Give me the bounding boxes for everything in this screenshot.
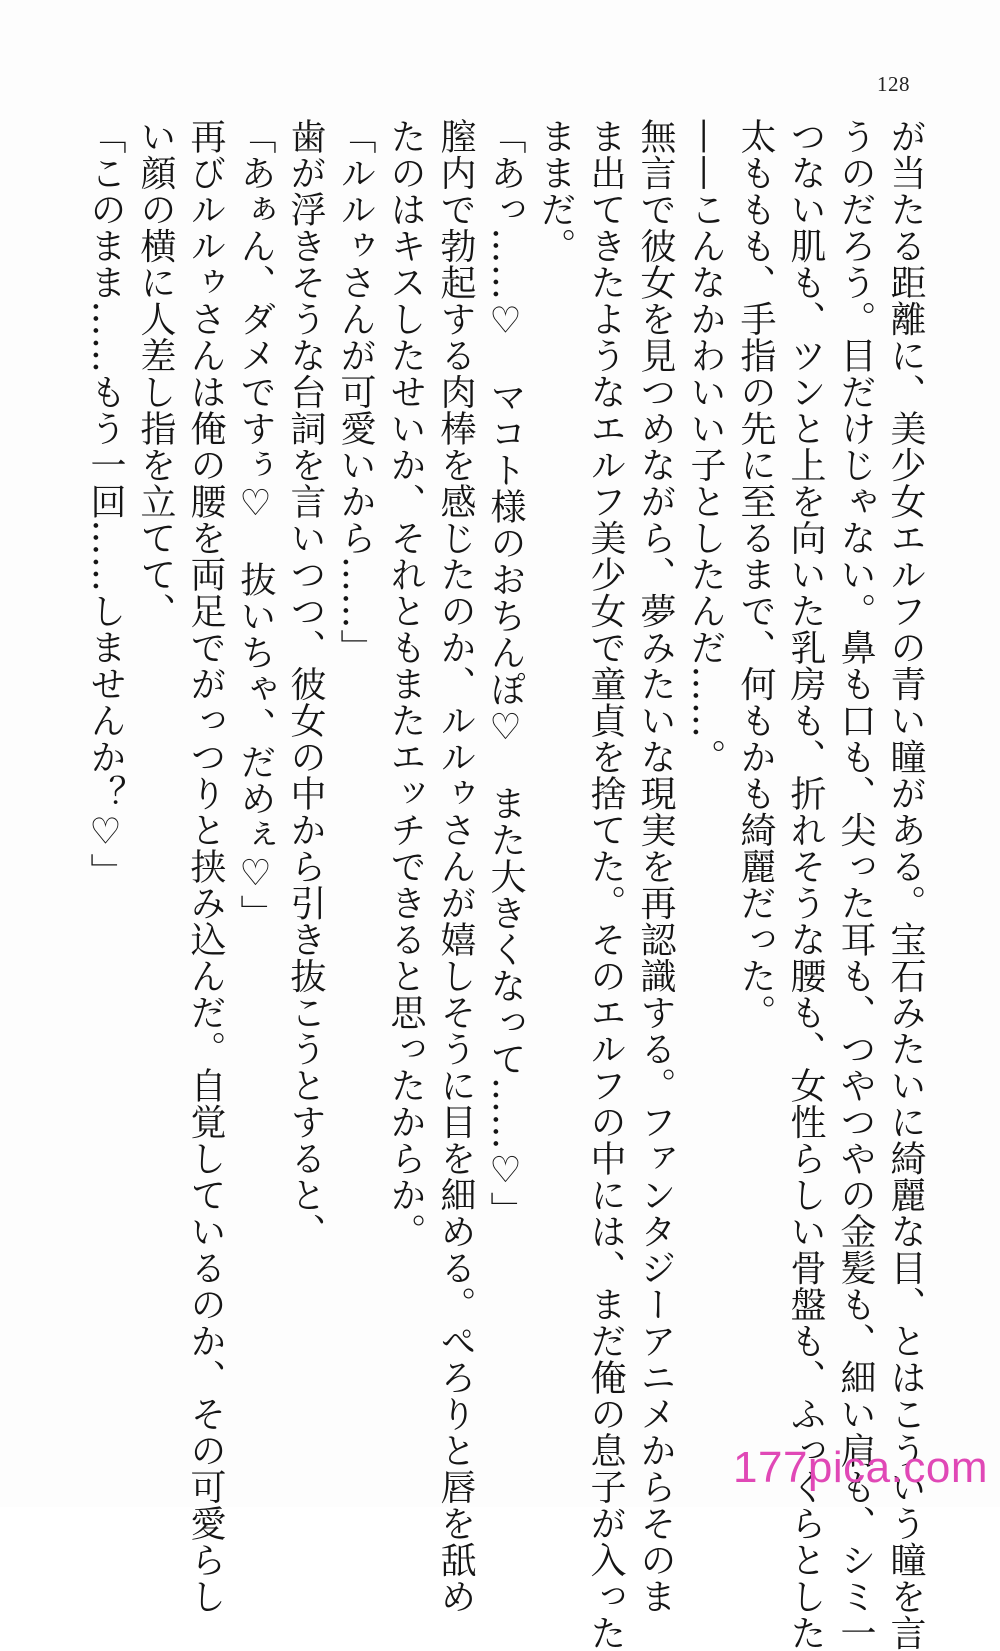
text-line: つない肌も、ツンと上を向いた乳房も、折れそうな腰も、女性らしい骨盤も、ふっくらとした — [785, 118, 826, 1651]
page-number: 128 — [877, 72, 910, 96]
text-line: 「ルルゥさんが可愛いから……」 — [335, 118, 376, 666]
text-line: たのはキスしたせいか、それともまたエッチできると思ったからか。 — [385, 118, 426, 1250]
text-line: 太ももも、手指の先に至るまで、何もかも綺麗だった。 — [735, 118, 776, 1031]
text-line: が当たる距離に、美少女エルフの青い瞳がある。宝石みたいに綺麗な目、とはこういう瞳を言 — [885, 118, 926, 1651]
text-line: 「あっ……♡ マコト様のおちんぽ♡ また大きくなって……♡」 — [485, 118, 526, 1228]
text-line: 「このまま……もう一回……しませんか？♡」 — [85, 118, 126, 890]
text-line: 無言で彼女を見つめながら、夢みたいな現実を再認識する。ファンタジーアニメからそのま — [635, 118, 676, 1615]
watermark-text: 177pica.com — [733, 1443, 988, 1492]
text-line: うのだろう。目だけじゃない。鼻も口も、尖った耳も、つやつやの金髪も、細い肩も、シミ一 — [835, 118, 876, 1651]
text-line: 再びルルゥさんは俺の腰を両足でがっつりと挟み込んだ。自覚しているのか、その可愛らし — [185, 118, 226, 1615]
text-line: 膣内で勃起する肉棒を感じたのか、ルルゥさんが嬉しそうに目を細める。ぺろりと唇を舐め — [435, 118, 476, 1615]
text-line: ——こんなかわいい子としたんだ……。 — [685, 118, 726, 775]
text-line: 「あぁん、ダメですぅ♡ 抜いちゃ、だめぇ♡」 — [235, 118, 276, 931]
text-line: 歯が浮きそうな台詞を言いつつ、彼女の中から引き抜こうとすると、 — [285, 118, 326, 1250]
text-line: ま出てきたようなエルフ美少女で童貞を捨てた。そのエルフの中には、まだ俺の息子が入った — [585, 118, 626, 1651]
text-line: い顔の横に人差し指を立てて、 — [135, 118, 176, 629]
text-line: ままだ。 — [535, 118, 576, 264]
